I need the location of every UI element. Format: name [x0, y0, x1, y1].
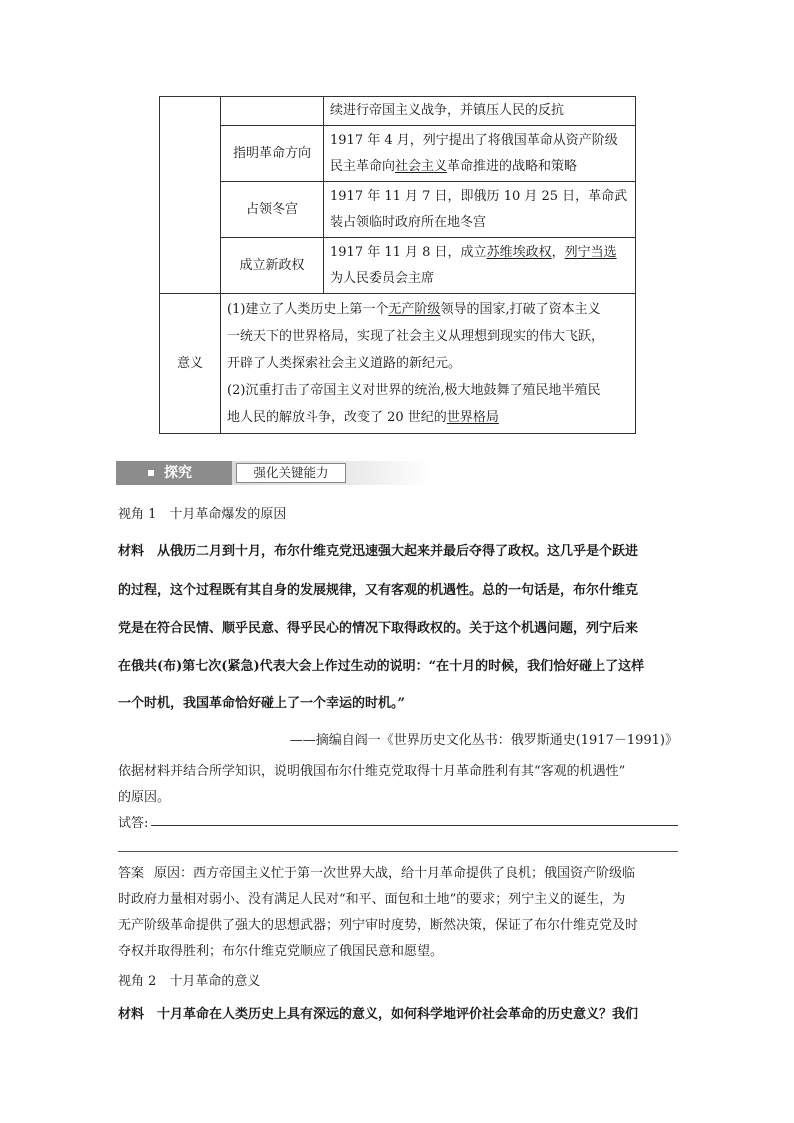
- table-cell-content: [324, 238, 636, 294]
- material-text: 十月革命在人类历史上具有深远的意义，如何科学地评价社会革命的历史意义？我们: [157, 1007, 639, 1022]
- answer-text: 原因：西方帝国主义忙于第一次世界大战，给十月革命提供了良机；俄国资产阶级临: [154, 866, 636, 881]
- section-title: 探究: [164, 465, 192, 481]
- table-text: 民主革命向: [330, 158, 396, 174]
- underlined-term: 列宁当选: [564, 244, 617, 260]
- material-line: [118, 1003, 638, 1022]
- underlined-term: 社会主义: [395, 158, 448, 174]
- answer-line: [118, 862, 635, 881]
- event-label: 成立新政权: [221, 238, 324, 294]
- question-text: 依据材料并结合所学知识，说明俄国布尔什维克党取得十月革命胜利有其“客观的机遇性”: [118, 764, 626, 779]
- angle1-heading: 视角 1 十月革命爆发的原因: [118, 507, 287, 522]
- table-text: 续进行帝国主义战争，并镇压人民的反抗: [330, 103, 565, 118]
- table-text: 1917 年 11 月 7 日，即俄历 10 月 25 日，革命武: [330, 188, 628, 204]
- table-text-line: [227, 296, 629, 323]
- table-cell-content: [324, 97, 636, 126]
- table-cell-content: [324, 126, 636, 182]
- divider: [118, 851, 678, 852]
- table-cell-empty: [221, 97, 324, 126]
- material-label: 材料: [118, 1007, 145, 1022]
- answer-text: 夺权并取得胜利；布尔什维克党顺应了俄国民意和愿望。: [118, 944, 444, 959]
- material-text: 从俄历二月到十月，布尔什维克党迅速强大起来并最后夺得了政权。这几乎是个跃进: [157, 544, 639, 559]
- event-label: 指明革命方向: [221, 126, 324, 182]
- table-text: 革命推进的战略和策略: [447, 158, 578, 174]
- table-text-line: [330, 240, 629, 266]
- answer-blank-line[interactable]: [151, 825, 678, 826]
- table-text: 1917 年 11 月 8 日，成立: [330, 244, 487, 260]
- square-bullet-icon: [148, 470, 154, 476]
- table-text-line: [227, 404, 629, 431]
- table-text: ，: [551, 244, 565, 260]
- table-text: 开辟了人类探索社会主义道路的新纪元。: [227, 356, 462, 371]
- underlined-term: 苏维埃政权: [486, 244, 552, 260]
- material-line: [118, 540, 638, 559]
- table-text: (2)沉重打击了帝国主义对世界的统治,极大地鼓舞了殖民地半殖民: [227, 383, 601, 398]
- material-text: 一个时机，我国革命恰好碰上了一个幸运的时机。”: [118, 696, 405, 711]
- significance-content: [221, 294, 636, 434]
- material-label: 材料: [118, 544, 145, 559]
- table-cell-empty: [160, 97, 221, 294]
- material-source: ——摘编自阎一《世界历史文化丛书：俄罗斯通史(1917－1991)》: [289, 733, 678, 748]
- table-text: 装占领临时政府所在地冬宫: [330, 214, 487, 230]
- material-text: 的过程，这个过程既有其自身的发展规律，又有客观的机遇性。总的一句话是，布尔什维克: [118, 583, 639, 598]
- table-text-line: [330, 154, 629, 180]
- table-text: 一统天下的世界格局，实现了社会主义从理想到现实的伟大飞跃，: [227, 329, 605, 344]
- try-answer-label: 试答:: [118, 816, 149, 831]
- section-subtitle: 强化关键能力: [236, 463, 346, 483]
- underlined-term: 无产阶级: [388, 302, 441, 317]
- event-label: 占领冬宫: [221, 182, 324, 238]
- table-text: 地人民的解放斗争，改变了 20 世纪的: [227, 410, 447, 425]
- table-text: 领导的国家,打破了资本主义: [440, 302, 601, 317]
- section-title-block: [116, 461, 232, 485]
- table-cell-content: [324, 182, 636, 238]
- answer-label: 答案: [118, 866, 145, 881]
- answer-text: 无产阶级革命提供了强大的思想武器；列宁审时度势，断然决策，保证了布尔什维克党及时: [118, 918, 639, 933]
- table-text: 为人民委员会主席: [330, 270, 435, 286]
- revolution-table: [159, 96, 636, 434]
- material-text: 党是在符合民情、顺乎民意、得乎民心的情况下取得政权的。关于这个机遇问题，列宁后来: [118, 621, 639, 636]
- underlined-term: 世界格局: [446, 410, 499, 425]
- table-text: (1)建立了人类历史上第一个: [227, 302, 389, 317]
- table-text: 1917 年 4 月，列宁提出了将俄国革命从资产阶级: [330, 132, 618, 148]
- material-text: 在俄共(布)第七次(紧急)代表大会上作过生动的说明：“在十月的时候，我们恰好碰上了这样: [118, 659, 645, 674]
- answer-text: 时政府力量相对弱小、没有满足人民对“和平、面包和土地”的要求；列宁主义的诞生，为: [118, 892, 626, 907]
- question-text: 的原因。: [118, 790, 171, 805]
- angle2-heading: 视角 2 十月革命的意义: [118, 974, 261, 989]
- significance-label: 意义: [160, 294, 221, 434]
